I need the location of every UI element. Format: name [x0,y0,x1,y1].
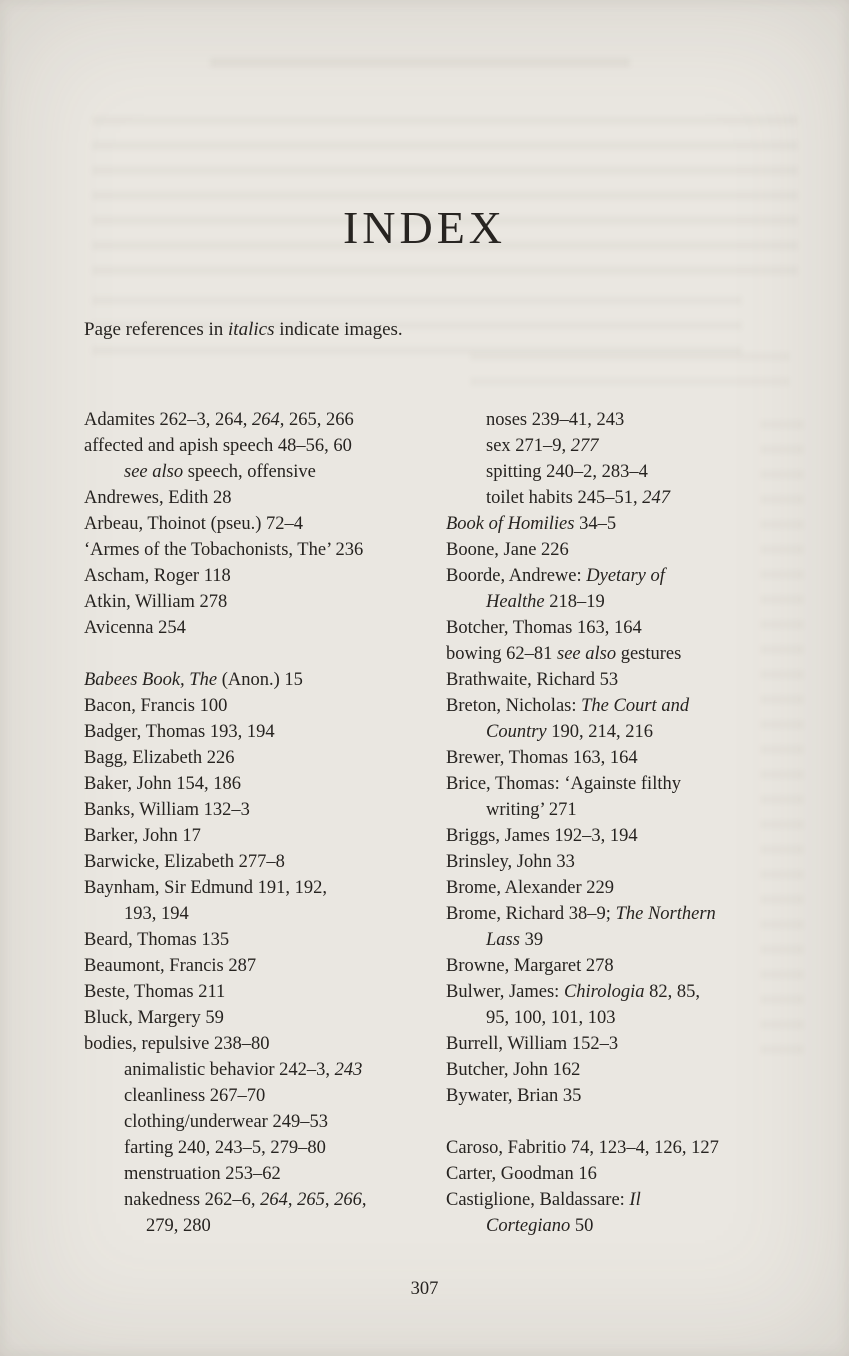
index-entry-line [84,1005,446,1031]
index-entry [446,407,776,433]
text-segment: , [324,1190,335,1210]
index-entry [84,511,446,537]
page-bleedthrough [470,352,790,392]
index-entry-line [84,407,446,433]
text-segment: Boone, Jane 226 [446,540,569,560]
text-segment: Brathwaite, Richard 53 [446,670,619,690]
index-entry-line [84,1057,446,1083]
text-segment: , [287,1190,298,1210]
text-segment: Chirologia [563,982,645,1002]
text-segment: speech, offensive [183,462,316,482]
index-entry [84,953,446,979]
text-segment: cleanliness 267–70 [124,1086,266,1106]
text-segment: Brewer, Thomas 163, 164 [446,748,638,768]
text-segment: animalistic behavior 242–3, [124,1060,335,1080]
index-entry-line [446,511,776,537]
index-entry-line [446,537,776,563]
index-entry-line [84,433,446,459]
italics-note [84,316,849,343]
index-entry [446,615,776,641]
index-entry-line [84,615,446,641]
text-segment: Beard, Thomas 135 [84,930,230,950]
index-entry [446,875,776,901]
text-segment: Barker, John 17 [84,826,201,846]
index-entry-line [446,1083,776,1109]
text-segment: bowing 62–81 [446,644,557,664]
index-entry [84,1057,446,1083]
text-segment: Bywater, Brian 35 [446,1086,582,1106]
index-entry-line [446,849,776,875]
text-segment: Baker, John 154, 186 [84,774,242,794]
text-segment: 95, 100, 101, 103 [486,1008,616,1028]
text-segment: Adamites 262–3, 264, [84,410,253,430]
text-segment: Baynham, Sir Edmund 191, 192, [84,878,328,898]
index-entry [84,615,446,641]
text-segment: Barwicke, Elizabeth 277–8 [84,852,285,872]
text-segment: Boorde, Andrewe: [446,566,587,586]
text-segment: 39 [519,930,544,950]
index-entry [84,1109,446,1135]
index-entry [446,1083,776,1109]
index-entry [446,563,776,615]
index-entry [84,771,446,797]
index-entry [446,901,776,953]
index-entry [446,1057,776,1083]
index-entry-line [446,901,776,927]
text-segment: bodies, repulsive 238–80 [84,1034,270,1054]
index-entry-line [446,875,776,901]
text-segment: noses 239–41, 243 [486,410,625,430]
index-entry [84,797,446,823]
index-entry [446,849,776,875]
text-segment: Briggs, James 192–3, 194 [446,826,638,846]
index-entry-line [84,823,446,849]
text-segment: Andrewes, Edith 28 [84,488,232,508]
text-segment: 264 [260,1190,288,1210]
index-entry [446,511,776,537]
index-entry [446,1031,776,1057]
text-segment: Avicenna 254 [84,618,186,638]
text-segment: Cortegiano [486,1216,571,1236]
text-segment: see also [557,644,617,664]
text-segment: 50 [570,1216,594,1236]
index-entry-line [446,1031,776,1057]
index-entry-line [84,875,446,901]
text-segment: Badger, Thomas 193, 194 [84,722,275,742]
text-segment: indicate images. [274,319,403,340]
index-entry [84,537,446,563]
text-segment: Browne, Margaret 278 [446,956,614,976]
index-entry-line [84,485,446,511]
text-segment: The Court and [581,696,690,716]
index-column-left [84,407,446,1239]
index-entry-line [84,511,446,537]
text-segment: Page references in [84,319,229,340]
index-entry [84,823,446,849]
index-entry-line [84,693,446,719]
text-segment: (Anon.) 15 [217,670,303,690]
text-segment: 265 [297,1190,325,1210]
text-segment: 82, 85, [644,982,700,1002]
index-entry-line [84,589,446,615]
text-segment: Brome, Richard 38–9; [446,904,616,924]
index-entry-line [446,1161,776,1187]
index-entry [446,1187,776,1239]
index-entry [446,459,776,485]
text-segment: Brice, Thomas: ‘Againste filthy [446,774,681,794]
text-segment: Bluck, Margery 59 [84,1008,224,1028]
text-segment: affected and apish speech 48–56, 60 [84,436,352,456]
index-entry-line [446,693,776,719]
index-entry [84,745,446,771]
index-entry [84,693,446,719]
index-entry [84,875,446,927]
index-entry [446,1161,776,1187]
index-entry-line [84,563,446,589]
text-segment: italics [228,319,275,340]
index-entry-line [446,797,776,823]
index-entry [446,745,776,771]
index-entry-line [446,1005,776,1031]
text-segment: Bacon, Francis 100 [84,696,228,716]
index-entry [84,1161,446,1187]
text-segment: Arbeau, Thoinot (pseu.) 72–4 [84,514,304,534]
index-title: INDEX [342,202,507,253]
index-entry-line [446,485,776,511]
index-entry-line [446,979,776,1005]
index-entry-line [84,667,446,693]
index-columns [84,407,849,1239]
index-entry-line [446,927,776,953]
index-entry-line [446,771,776,797]
text-segment: Beste, Thomas 211 [84,982,226,1002]
text-segment: Bagg, Elizabeth 226 [84,748,235,768]
index-entry [84,407,446,433]
text-segment: , 265, 266 [279,410,354,430]
text-segment: clothing/underwear 249–53 [124,1112,328,1132]
text-segment: 190, 214, 216 [546,722,654,742]
text-segment: Caroso, Fabritio 74, 123–4, 126, 127 [446,1138,719,1158]
text-segment: see also [124,462,184,482]
index-entry [84,589,446,615]
text-segment: 266 [334,1190,362,1210]
index-entry [84,1083,446,1109]
text-segment: menstruation 253–62 [124,1164,281,1184]
index-entry-line [84,1213,446,1239]
index-entry [84,927,446,953]
index-entry [84,667,446,693]
text-segment: 264 [252,410,280,430]
index-entry-line [84,979,446,1005]
text-segment: 218–19 [544,592,605,612]
index-entry [84,1135,446,1161]
text-segment: farting 240, 243–5, 279–80 [124,1138,326,1158]
index-entry [84,849,446,875]
index-entry-line [446,615,776,641]
index-entry-line [446,1187,776,1213]
column-gap [446,1109,776,1135]
text-segment: toilet habits 245–51, [486,488,643,508]
index-entry-line [84,771,446,797]
index-entry [84,563,446,589]
text-segment: Banks, William 132–3 [84,800,250,820]
column-gap [84,641,446,667]
index-entry-line [84,1031,446,1057]
index-entry-line [446,1135,776,1161]
index-entry-line [446,1213,776,1239]
index-entry [84,719,446,745]
index-entry-line [84,797,446,823]
index-entry [446,485,776,511]
index-entry [446,771,776,823]
index-entry [84,485,446,511]
text-segment: ‘Armes of the Tobachonists, The’ 236 [84,540,364,560]
text-segment: Botcher, Thomas 163, 164 [446,618,642,638]
index-entry-line [446,459,776,485]
index-entry-line [446,563,776,589]
index-entry [84,1005,446,1031]
text-segment: Atkin, William 278 [84,592,228,612]
index-entry [446,823,776,849]
text-segment: Bulwer, James: [446,982,564,1002]
text-segment: writing’ 271 [486,800,577,820]
index-entry-line [84,901,446,927]
text-segment: 193, 194 [124,904,189,924]
text-segment: sex 271–9, [486,436,571,456]
index-entry [446,953,776,979]
text-segment: Book of Homilies [446,514,575,534]
text-segment: Burrell, William 152–3 [446,1034,619,1054]
index-entry-line [446,823,776,849]
index-entry-line [446,953,776,979]
text-segment: Breton, Nicholas: [446,696,582,716]
index-column-right [446,407,776,1239]
index-entry [446,1135,776,1161]
index-entry-line [446,745,776,771]
index-entry-line [446,719,776,745]
index-entry-line [84,1135,446,1161]
index-entry [446,979,776,1031]
index-entry-line [446,589,776,615]
text-segment: 243 [334,1060,363,1080]
text-segment: Carter, Goodman 16 [446,1164,597,1184]
index-entry [446,641,776,667]
index-entry-line [84,1083,446,1109]
page-number: 307 [410,1279,439,1299]
text-segment: spitting 240–2, 283–4 [486,462,648,482]
text-segment: nakedness 262–6, [124,1190,261,1210]
text-segment: Ascham, Roger 118 [84,566,231,586]
index-entry-line [84,953,446,979]
text-segment: The Northern [615,904,716,924]
text-segment: Country [486,722,547,742]
text-segment: Healthe [486,592,545,612]
text-segment: Brome, Alexander 229 [446,878,614,898]
text-segment: gestures [616,644,682,664]
index-entry-line [84,459,446,485]
text-segment: Beaumont, Francis 287 [84,956,257,976]
index-entry-line [446,407,776,433]
index-entry [446,693,776,745]
index-entry-line [84,719,446,745]
index-entry-line [84,1161,446,1187]
index-entry [446,433,776,459]
text-segment: 279, 280 [146,1216,211,1236]
text-segment: Dyetary of [586,566,665,586]
text-segment: 247 [642,488,670,508]
index-entry [84,433,446,485]
index-entry-line [446,641,776,667]
text-segment: Lass [486,930,520,950]
index-entry-line [84,537,446,563]
text-segment: Il [629,1190,641,1210]
text-segment: Babees Book, The [84,670,218,690]
index-entry-line [84,1109,446,1135]
index-entry [446,537,776,563]
text-segment: , [361,1190,367,1210]
index-entry [446,667,776,693]
index-entry-line [446,433,776,459]
index-entry-line [84,745,446,771]
index-entry-line [84,849,446,875]
text-segment: Brinsley, John 33 [446,852,575,872]
text-segment: 34–5 [574,514,617,534]
index-entry [84,979,446,1005]
index-entry [84,1187,446,1239]
text-segment: 277 [570,436,599,456]
index-entry-line [84,1187,446,1213]
index-entry-line [446,1057,776,1083]
index-entry-line [84,927,446,953]
text-segment: Castiglione, Baldassare: [446,1190,630,1210]
text-segment: Butcher, John 162 [446,1060,581,1080]
index-entry-line [446,667,776,693]
index-entry [84,1031,446,1057]
